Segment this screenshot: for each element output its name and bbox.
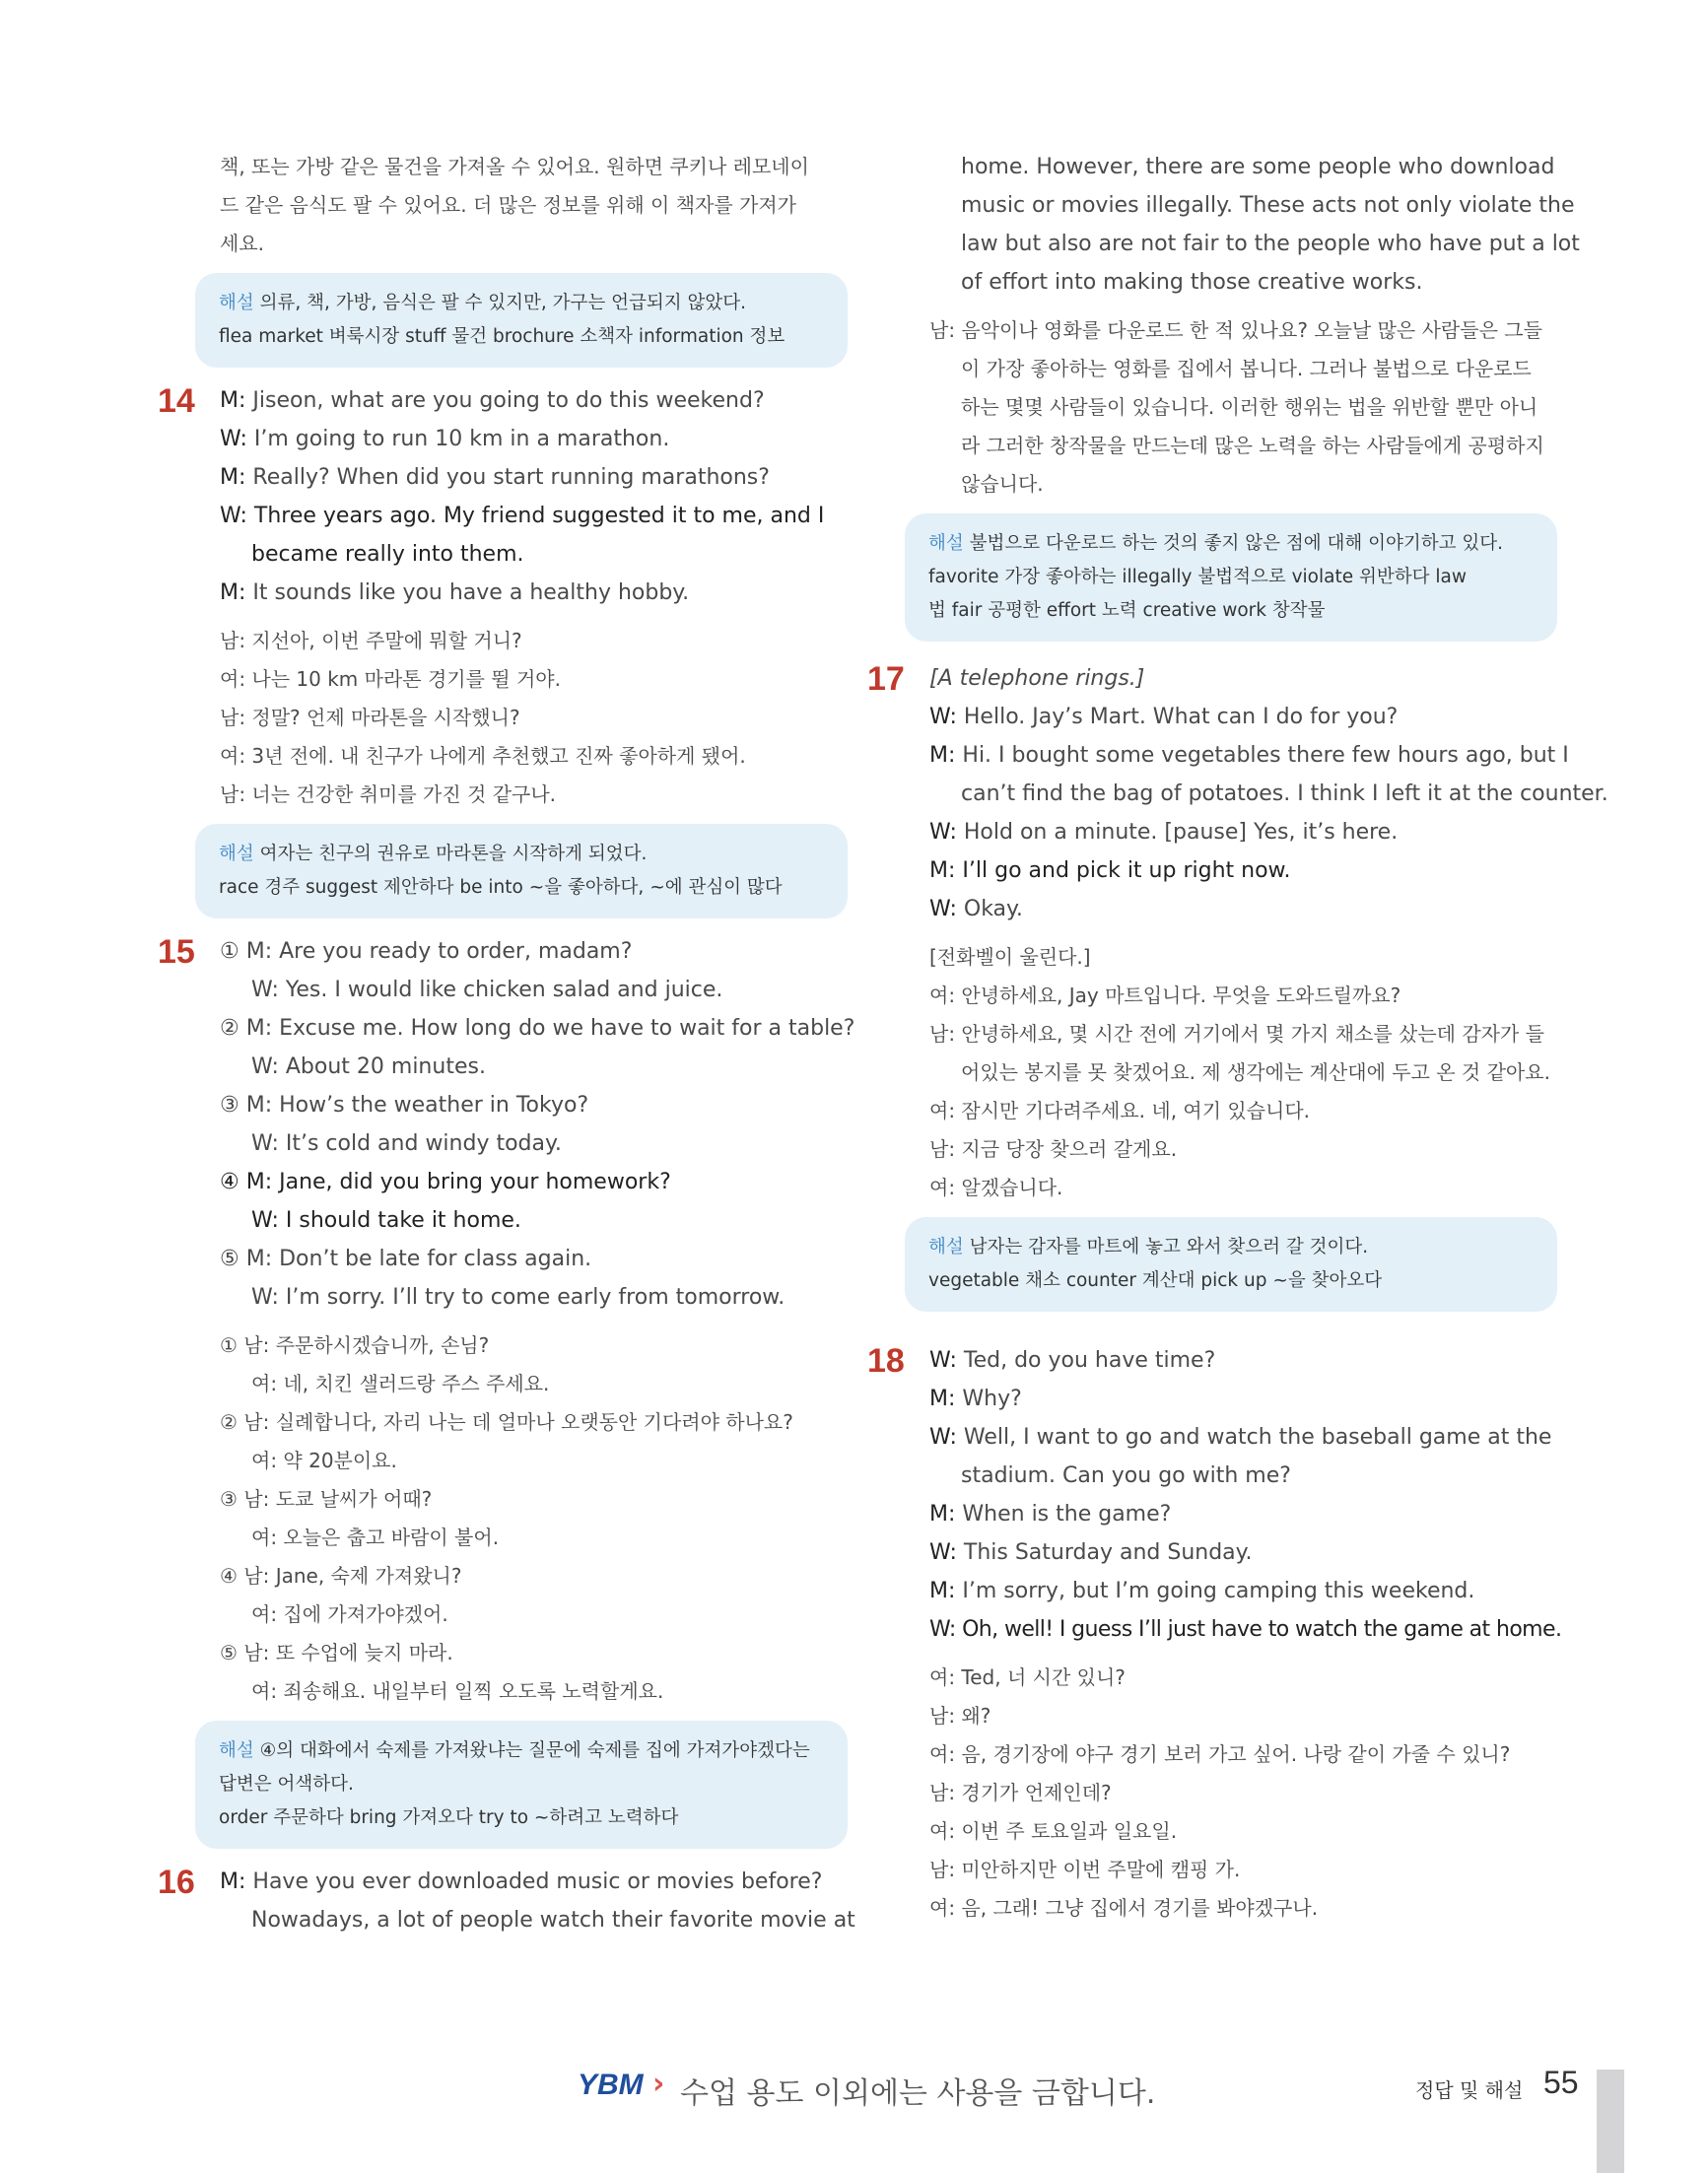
dialogue-text: ② M: Excuse me. How long do we have to wait for a table?: [220, 1016, 855, 1041]
dialogue-text: Hello. Jay’s Mart. What can I do for you?: [963, 705, 1399, 729]
speaker-label: W:: [929, 1617, 956, 1642]
question-number: 18: [867, 1342, 905, 1380]
speaker-label: W:: [929, 1540, 957, 1565]
translation-line: 남: 음악이나 영화를 다운로드 한 적 있나요? 오늘날 많은 사람들은 그들: [929, 318, 1542, 342]
speaker-label: W:: [220, 427, 247, 451]
page-number: 55: [1543, 2065, 1579, 2100]
question-number: 17: [867, 660, 905, 698]
explanation-text: 남자는 감자를 마트에 놓고 와서 찾으러 갈 것이다.: [969, 1237, 1369, 1257]
translation-line: 여: 집에 가져가야겠어.: [251, 1602, 448, 1626]
translation-line: 여: 오늘은 춥고 바람이 불어.: [251, 1526, 500, 1549]
page-footer: [0, 2065, 1708, 2173]
text-line: 세요.: [220, 232, 264, 255]
dialogue-text: law but also are not fair to the people who have put a lot: [961, 232, 1580, 256]
speaker-label: M:: [929, 1502, 956, 1527]
dialogue-text: W: I’m sorry. I’ll try to come early from tomorrow.: [251, 1285, 786, 1310]
question-number: 16: [158, 1864, 195, 1901]
dialogue-text: W: I should take it home.: [251, 1208, 521, 1233]
translation-line: [전화벨이 울린다.]: [929, 945, 1091, 969]
dialogue-text: W: Yes. I would like chicken salad and juice.: [251, 978, 723, 1002]
dialogue-text: Hold on a minute. [pause] Yes, it’s here.: [963, 820, 1399, 845]
translation-line: ⑤ 남: 또 수업에 늦지 마라.: [220, 1641, 453, 1664]
dialogue-text: It sounds like you have a healthy hobby.: [252, 580, 690, 605]
speaker-label: M:: [929, 1387, 956, 1411]
translation-line: ② 남: 실례합니다, 자리 나는 데 얼마나 오랫동안 기다려야 하나요?: [220, 1410, 793, 1434]
usage-notice: 수업 용도 이외에는 사용을 금합니다.: [680, 2076, 1156, 2111]
dialogue-text: Nowadays, a lot of people watch their favorite movie at: [251, 1908, 855, 1933]
speaker-label: W:: [220, 504, 247, 528]
translation-line: ③ 남: 도쿄 날씨가 어때?: [220, 1487, 433, 1511]
vocab-line: order 주문하다 bring 가져오다 try to ~하려고 노력하다: [219, 1807, 679, 1828]
q13-explanation-box: [195, 273, 848, 368]
left-column: [158, 148, 855, 1939]
dialogue-text: This Saturday and Sunday.: [963, 1540, 1253, 1565]
speaker-label: W:: [929, 1425, 957, 1450]
q17-explanation-box: [905, 1217, 1557, 1312]
speaker-label: W:: [929, 820, 957, 845]
translation-line: 여: 3년 전에. 내 친구가 나에게 추천했고 진짜 좋아하게 됐어.: [220, 744, 746, 768]
dialogue-text: ③ M: How’s the weather in Tokyo?: [220, 1093, 589, 1118]
q15-explanation-box: [195, 1721, 848, 1849]
text-line: 드 같은 음식도 팔 수 있어요. 더 많은 정보를 위해 이 책자를 가져가: [220, 193, 796, 217]
translation-line: 라 그러한 창작물을 만드는데 많은 노력을 하는 사람들에게 공평하지: [961, 434, 1544, 457]
translation-line: 여: 약 20분이요.: [251, 1449, 397, 1472]
translation-line: 않습니다.: [961, 472, 1044, 496]
translation-line: 남: 너는 건강한 취미를 가진 것 같구나.: [220, 782, 557, 806]
speaker-label: M:: [220, 580, 246, 605]
explanation-label: 해설: [219, 293, 254, 313]
explanation-text: 여자는 친구의 권유로 마라톤을 시작하게 되었다.: [259, 844, 648, 864]
q16-explanation-box: [905, 513, 1557, 642]
dialogue-text: music or movies illegally. These acts not only violate the: [961, 193, 1575, 218]
explanation-label: 해설: [928, 533, 964, 554]
translation-line: 하는 몇몇 사람들이 있습니다. 이러한 행위는 법을 위반할 뿐만 아니: [961, 395, 1538, 419]
brand-logo: YBM: [578, 2069, 644, 2101]
translation-line: 여: 죄송해요. 내일부터 일찍 오도록 노력할게요.: [251, 1679, 664, 1703]
translation-line: ④ 남: Jane, 숙제 가져왔니?: [220, 1564, 462, 1588]
question-number: 14: [158, 382, 195, 420]
right-column: [867, 148, 1608, 1928]
translation-line: 여: 음, 그래! 그냥 집에서 경기를 봐야겠구나.: [929, 1896, 1319, 1920]
explanation-text: 불법으로 다운로드 하는 것의 좋지 않은 점에 대해 이야기하고 있다.: [969, 533, 1503, 554]
speaker-label: W:: [929, 1348, 957, 1373]
dialogue-text: Really? When did you start running marathons?: [252, 465, 770, 490]
dialogue-text: can’t find the bag of potatoes. I think I left it at the counter.: [961, 781, 1608, 806]
dialogue-text: I’ll go and pick it up right now.: [962, 858, 1291, 883]
translation-line: 남: 미안하지만 이번 주말에 캠핑 가.: [929, 1858, 1241, 1881]
vocab-line: race 경주 suggest 제안하다 be into ~을 좋아하다, ~에 관심이 많다: [219, 877, 783, 898]
dialogue-text: Well, I want to go and watch the baseball game at the: [963, 1425, 1552, 1450]
dialogue-text: I’m sorry, but I’m going camping this weekend.: [962, 1579, 1475, 1603]
translation-line: 어있는 봉지를 못 찾겠어요. 제 생각에는 계산대에 두고 온 것 같아요.: [961, 1060, 1550, 1084]
translation-line: ① 남: 주문하시겠습니까, 손님?: [220, 1333, 490, 1357]
question-16-continued: [867, 148, 1580, 504]
translation-line: 남: 지금 당장 찾으러 갈게요.: [929, 1137, 1178, 1161]
translation-line: 여: 네, 치킨 샐러드랑 주스 주세요.: [251, 1372, 550, 1395]
question-14: [158, 381, 848, 814]
speaker-label: M:: [929, 743, 956, 768]
explanation-text: 답변은 어색하다.: [219, 1774, 354, 1795]
stage-direction: [A telephone rings.]: [929, 666, 1145, 691]
dialogue-text: Oh, well! I guess I’ll just have to watch the game at home.: [962, 1617, 1562, 1642]
translation-line: 이 가장 좋아하는 영화를 집에서 봅니다. 그러나 불법으로 다운로드: [961, 357, 1532, 380]
question-number: 15: [158, 933, 195, 971]
dialogue-text: When is the game?: [962, 1502, 1172, 1527]
dialogue-text: Why?: [962, 1387, 1022, 1411]
translation-line: 여: 잠시만 기다려주세요. 네, 여기 있습니다.: [929, 1099, 1311, 1122]
q14-explanation-box: [195, 824, 848, 918]
speaker-label: M:: [220, 1869, 246, 1894]
explanation-text: 의류, 책, 가방, 음식은 팔 수 있지만, 가구는 언급되지 않았다.: [259, 293, 747, 313]
translation-line: 여: Ted, 너 시간 있니?: [929, 1665, 1126, 1689]
chevron-right-icon: ›: [652, 2067, 665, 2101]
translation-line: 여: 안녕하세요, Jay 마트입니다. 무엇을 도와드릴까요?: [929, 984, 1401, 1007]
dialogue-text: Ted, do you have time?: [963, 1348, 1216, 1373]
question-18: [867, 1341, 1562, 1928]
text-line: 책, 또는 가방 같은 물건을 가져올 수 있어요. 원하면 쿠키나 레모네이: [220, 155, 809, 178]
translation-line: 남: 경기가 언제인데?: [929, 1781, 1112, 1804]
dialogue-text: Three years ago. My friend suggested it to me, and I: [253, 504, 825, 528]
dialogue-text: Jiseon, what are you going to do this weekend?: [252, 388, 765, 413]
translation-line: 남: 안녕하세요, 몇 시간 전에 거기에서 몇 가지 채소를 샀는데 감자가 들: [929, 1022, 1544, 1046]
vocab-line: vegetable 채소 counter 계산대 pick up ~을 찾아오다: [928, 1270, 1383, 1291]
dialogue-text: ④ M: Jane, did you bring your homework?: [220, 1170, 671, 1194]
dialogue-text: Have you ever downloaded music or movies before?: [252, 1869, 823, 1894]
dialogue-text: Okay.: [963, 897, 1023, 921]
speaker-label: M:: [929, 858, 956, 883]
dialogue-text: home. However, there are some people who download: [961, 155, 1555, 179]
explanation-label: 해설: [928, 1237, 964, 1257]
q13-korean-translation: [158, 148, 848, 263]
translation-line: 남: 정말? 언제 마라톤을 시작했니?: [220, 706, 520, 729]
section-label: 정답 및 해설: [1415, 2078, 1524, 2102]
translation-line: 남: 지선아, 이번 주말에 뭐할 거니?: [220, 629, 522, 652]
question-16: [158, 1863, 855, 1939]
translation-line: 여: 이번 주 토요일과 일요일.: [929, 1819, 1178, 1843]
dialogue-text: ① M: Are you ready to order, madam?: [220, 939, 633, 964]
dialogue-text: ⑤ M: Don’t be late for class again.: [220, 1247, 592, 1271]
translation-line: 남: 왜?: [929, 1704, 991, 1728]
dialogue-text: of effort into making those creative works.: [961, 270, 1423, 295]
vocab-line: flea market 벼룩시장 stuff 물건 brochure 소책자 information 정보: [219, 326, 786, 347]
dialogue-text: Hi. I bought some vegetables there few hours ago, but I: [962, 743, 1569, 768]
explanation-text: ④의 대화에서 숙제를 가져왔냐는 질문에 숙제를 집에 가져가야겠다는: [259, 1740, 810, 1761]
speaker-label: W:: [929, 705, 957, 729]
dialogue-text: W: It’s cold and windy today.: [251, 1131, 562, 1156]
dialogue-text: became really into them.: [251, 542, 524, 567]
speaker-label: M:: [220, 388, 246, 413]
vocab-line: favorite 가장 좋아하는 illegally 불법적으로 violate 위반하다 law: [928, 567, 1467, 587]
question-17: [867, 659, 1608, 1207]
dialogue-text: I’m going to run 10 km in a marathon.: [253, 427, 670, 451]
dialogue-text: W: About 20 minutes.: [251, 1054, 486, 1079]
explanation-label: 해설: [219, 1740, 254, 1761]
speaker-label: M:: [929, 1579, 956, 1603]
speaker-label: M:: [220, 465, 246, 490]
translation-line: 여: 음, 경기장에 야구 경기 보러 가고 싶어. 나랑 같이 가줄 수 있니?: [929, 1742, 1511, 1766]
page-edge-tab: [1597, 2070, 1624, 2173]
speaker-label: W:: [929, 897, 957, 921]
vocab-line: 법 fair 공평한 effort 노력 creative work 창작물: [928, 600, 1326, 621]
question-15: [158, 932, 855, 1711]
explanation-label: 해설: [219, 844, 254, 864]
translation-line: 여: 나는 10 km 마라톤 경기를 뛸 거야.: [220, 667, 561, 691]
translation-line: 여: 알겠습니다.: [929, 1176, 1063, 1199]
dialogue-text: stadium. Can you go with me?: [961, 1463, 1291, 1488]
